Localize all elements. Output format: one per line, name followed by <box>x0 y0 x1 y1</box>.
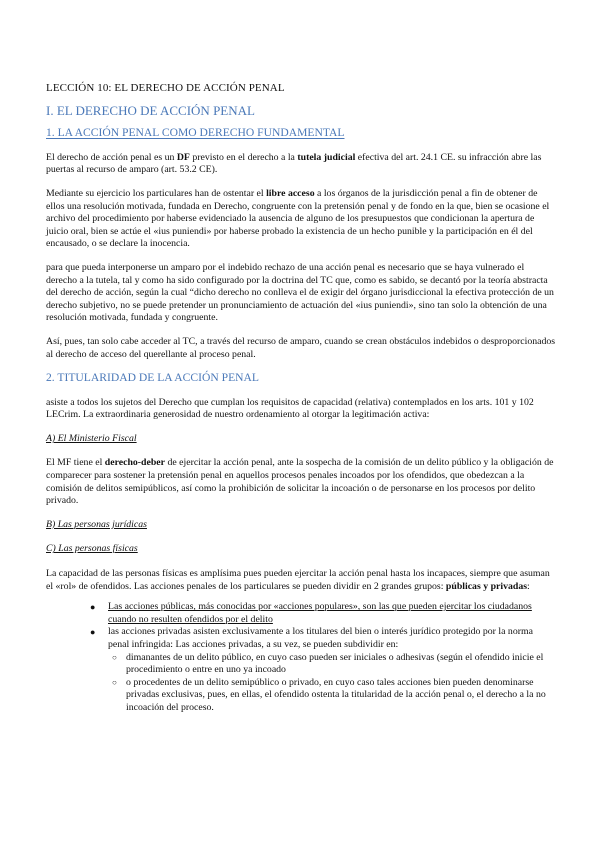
bullet-list <box>46 601 556 714</box>
paragraph-7 <box>46 568 556 593</box>
sub-list-item <box>112 676 556 715</box>
text-run: de ejercitar la acción penal, ante la sospecha de la comisión de un delito público y la obligación de comparecer para sostener la pretensión penal en aquellos procesos penales incoados por los ofendidos, que obedezcan a la comisión de delitos semipúblicos, así como la prohibición de solicitar la incoación o de personarse en los procesos por delito privado. <box>46 457 554 507</box>
text-run: Mediante su ejercicio los particulares han de ostentar el <box>46 187 267 199</box>
paragraph-1 <box>46 152 556 177</box>
subsection-heading-2: 2. TITULARIDAD DE LA ACCIÓN PENAL <box>46 371 259 385</box>
paragraph-4: Así, pues, tan solo cabe acceder al TC, a través del recurso de amparo, cuando se crean obstáculos indebidos o desproporcionados al derecho de acceso del querellante al proceso penal. <box>46 335 556 360</box>
list-item <box>90 626 556 714</box>
text-run: previsto en el derecho a la <box>189 151 298 163</box>
bold-term: libre acceso <box>266 187 315 199</box>
lesson-title: LECCIÓN 10: EL DERECHO DE ACCIÓN PENAL <box>46 82 285 94</box>
sub-list-item-text: dimanantes de un delito público, en cuyo caso pueden ser iniciales o adhesivas (según el ofendido inicie el procedimiento o entre en uno ya incoado <box>126 651 544 676</box>
list-item-text: Las acciones públicas, más conocidas por «acciones populares», son las que pueden ejercitar los ciudadanos cuando no resulten ofendidos por el delito <box>108 601 532 625</box>
sub-list-item-text: o procedentes de un delito semipúblico o privado, en cuyo caso tales acciones bien pueden denominarse privadas exclusivas, pues, en ellas, el ofendido ostenta la titularidad de la acción penal o, el derecho a la no incoación del proceso. <box>126 676 546 713</box>
sub-list-item <box>112 651 556 677</box>
text-run: La capacidad de las personas físicas es amplísima pues pueden ejercitar la acción penal hasta los incapaces, siempre que asuman el «rol» de ofendidos. Las acciones penales de los particulares se pueden dividir en 2 grandes grupos: <box>46 568 550 592</box>
text-run: El derecho de acción penal es un <box>46 151 177 163</box>
text-run: a los órganos de la jurisdicción penal a fin de obtener de ellos una resolución motivada, fundada en Derecho, congruente con la pretensión penal y de fondo en la que, bien se ocasione el archivo del procedimiento por haberse evidenciado la ausencia de alguno de los presupuestos que condicionan la apertura de juicio oral, bien se actúe el «ius puniendi» por haberse probado la existencia de un hecho punible y la participación en él del encausado, o se declare la inocencia. <box>46 187 550 250</box>
section-heading-1: I. EL DERECHO DE ACCIÓN PENAL <box>46 102 255 118</box>
paragraph-6 <box>46 457 556 507</box>
bold-term: derecho-deber <box>104 457 165 469</box>
document-body <box>46 82 556 715</box>
circle-bullet-icon: ○ <box>112 652 117 662</box>
list-item <box>90 601 556 626</box>
subheading-b: B) Las personas jurídicas <box>46 518 147 530</box>
bold-term: públicas y privadas <box>445 580 528 592</box>
text-run: El MF tiene el <box>46 457 105 469</box>
text-run: : <box>527 580 530 592</box>
bullet-icon: ● <box>90 602 96 613</box>
subsection-heading-1: 1. LA ACCIÓN PENAL COMO DERECHO FUNDAMENTAL <box>46 126 345 140</box>
list-item-text: las acciones privadas asisten exclusivamente a los titulares del bien o interés jurídico protegido por la norma penal infringida: Las acciones privadas, a su vez, se pueden subdividir en: <box>108 626 533 650</box>
bold-term: tutela judicial <box>297 151 356 163</box>
sub-bullet-list <box>108 652 556 715</box>
bold-term: DF <box>176 151 190 163</box>
paragraph-3: para que pueda interponerse un amparo por el indebido rechazo de una acción penal es necesario que se haya vulnerado el derecho a la tutela, tal y como ha sido configurado por la doctrina del TC que, como es sabido, se decantó por la teoría abstracta del derecho de acción, según la cual “dicho derecho no conlleva el de exigir del órgano jurisdiccional la efectiva protección de un derecho subjetivo, no se puede pretender un pronunciamiento de actuación del «ius puniendi», sino tan solo la obtención de una resolución motivada, fundada y congruente. <box>46 261 554 324</box>
paragraph-2 <box>46 188 556 251</box>
text-run: efectiva del art. 24.1 CE. su infracción abre las puertas al recurso de amparo (art. 53.2 CE). <box>46 151 542 176</box>
paragraph-5: asiste a todos los sujetos del Derecho que cumplan los requisitos de capacidad (relativa) contemplados en los arts. 101 y 102 LECrim. La extraordinaria generosidad de nuestro ordenamiento al otorgar la legitimación activa: <box>46 396 534 421</box>
bullet-icon: ● <box>90 627 96 638</box>
subheading-c: C) Las personas físicas <box>46 543 138 555</box>
circle-bullet-icon: ○ <box>112 677 117 687</box>
subheading-a: A) El Ministerio Fiscal <box>46 432 137 444</box>
